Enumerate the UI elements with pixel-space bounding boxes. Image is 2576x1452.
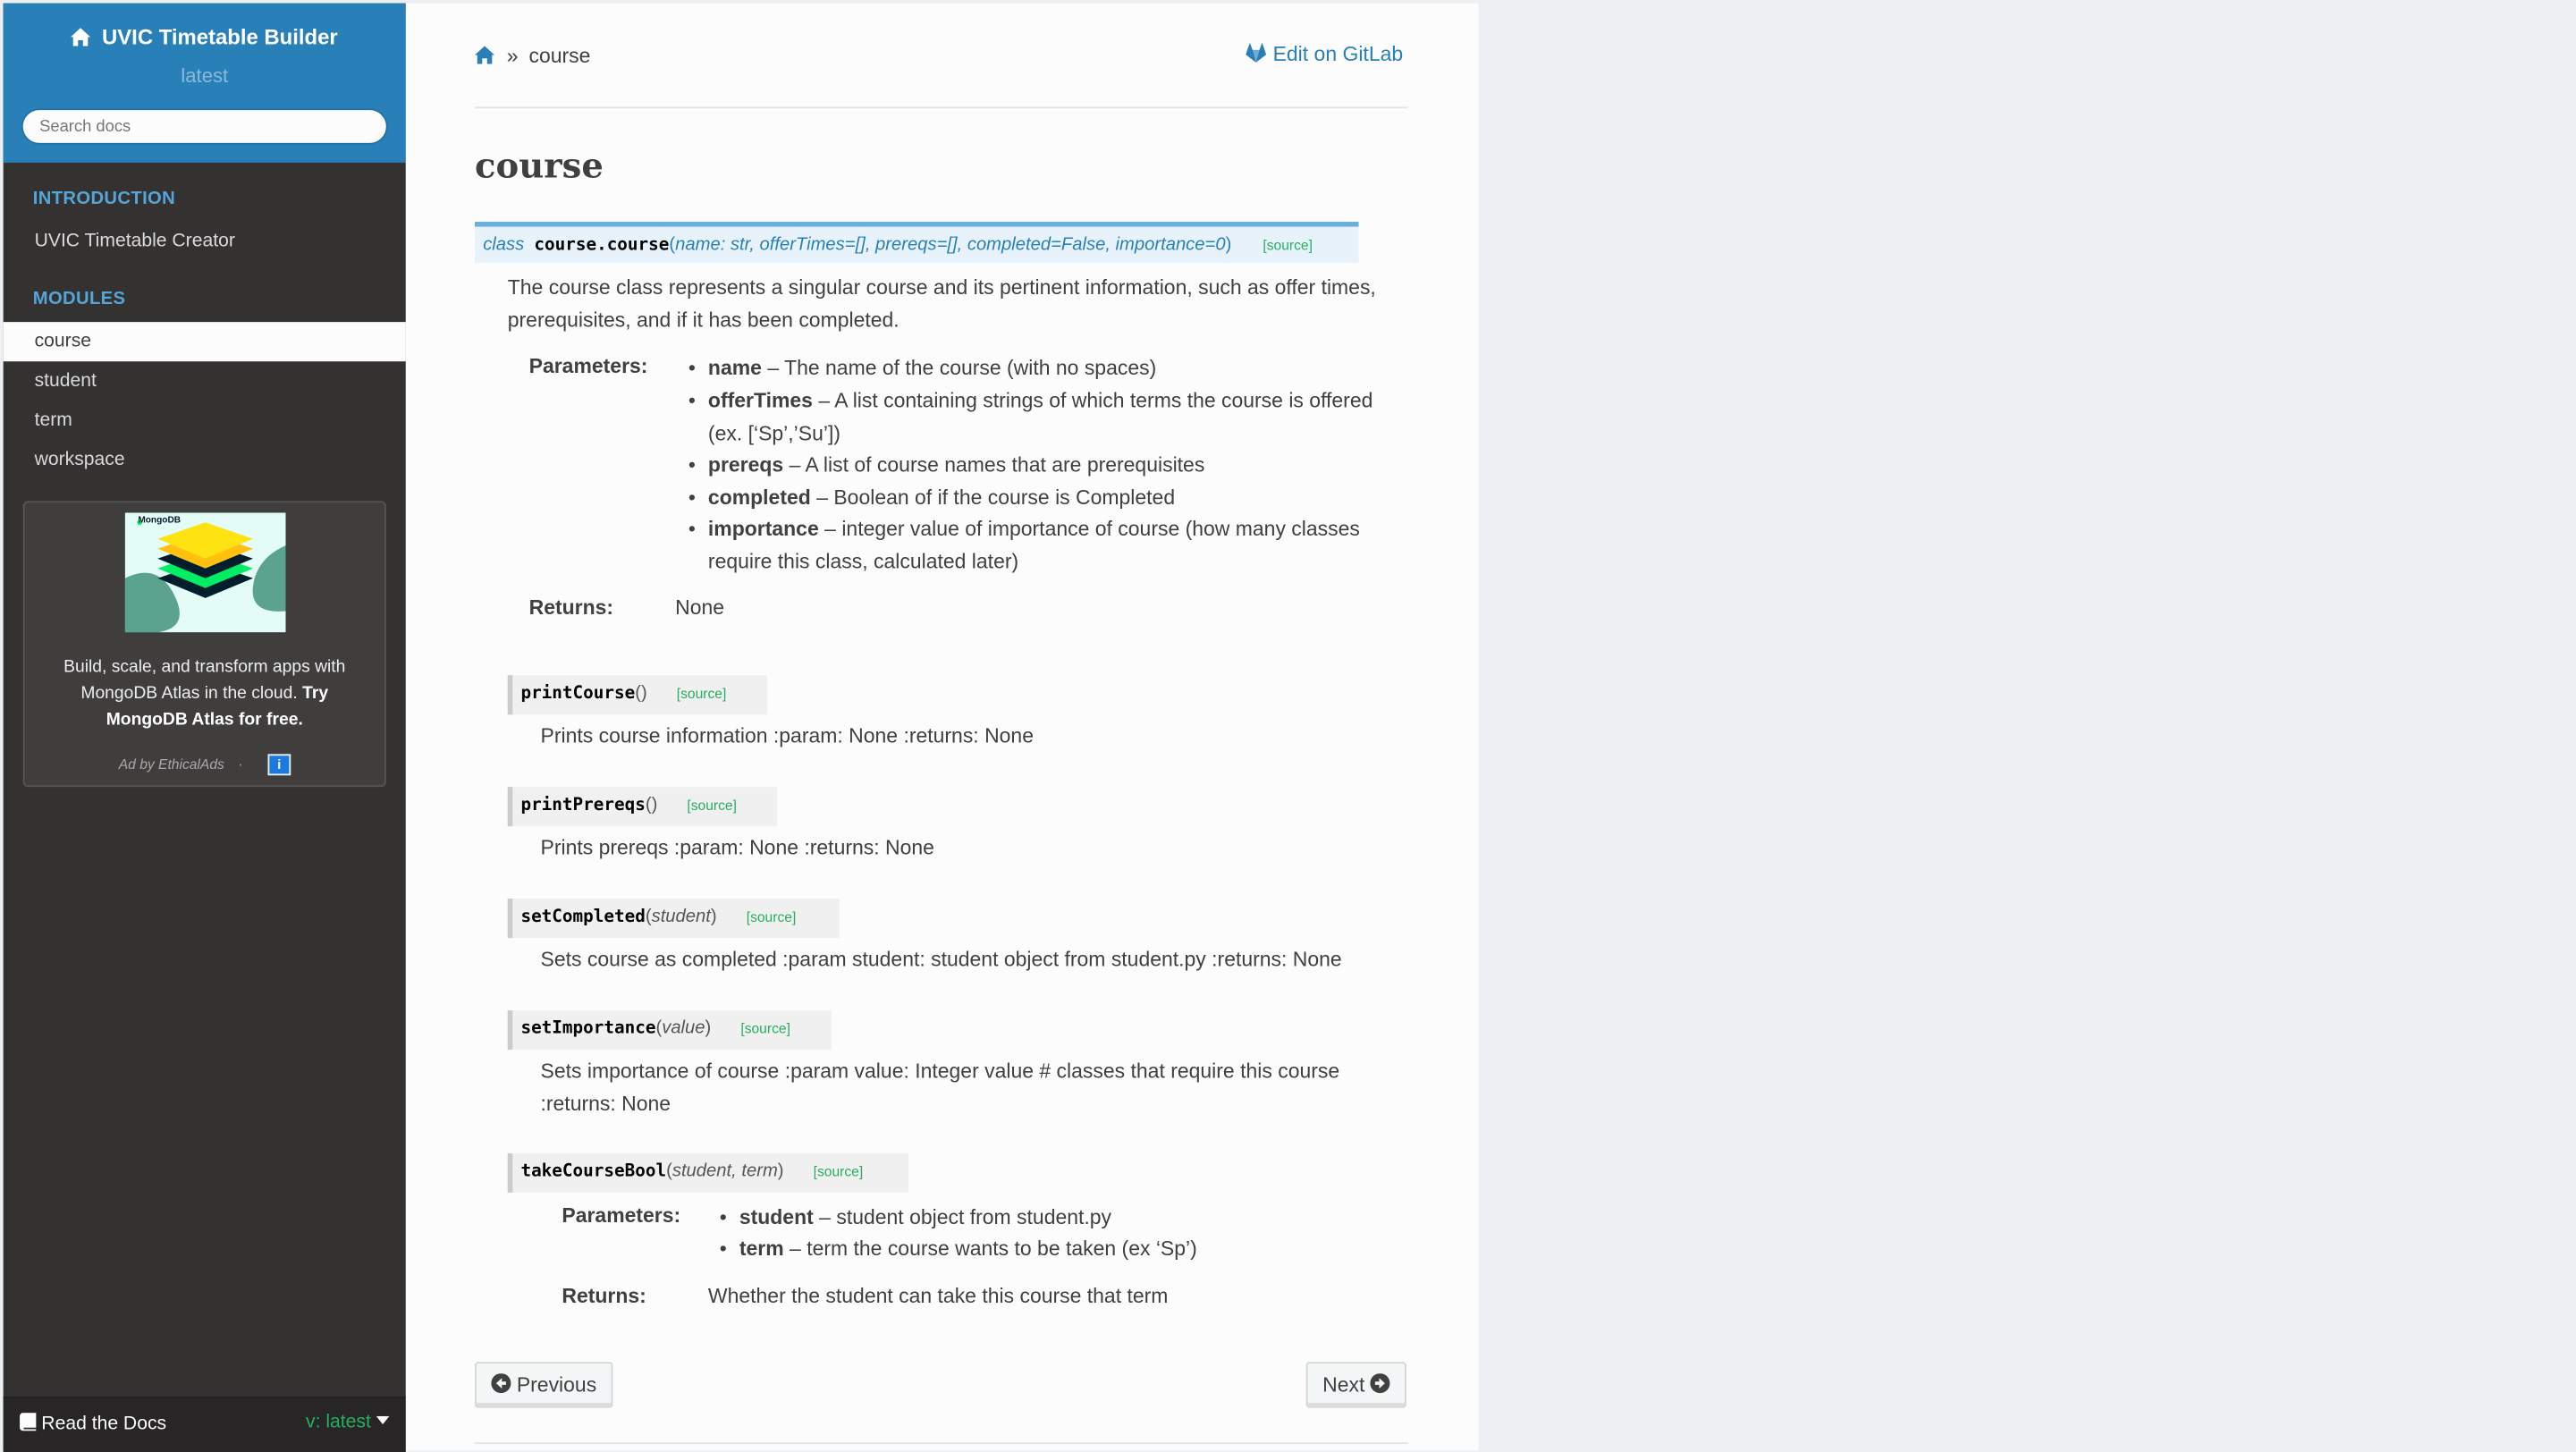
previous-label[interactable]: Previous <box>516 1373 597 1397</box>
param-name: prereqs <box>707 453 784 477</box>
param-desc: student object from student.py <box>836 1205 1112 1229</box>
sidebar <box>4 4 406 1451</box>
class-params: name: str, offerTimes=[], prereqs=[], completed=False, importance=0 <box>675 234 1226 255</box>
project-title[interactable]: UVIC Timetable Builder <box>102 24 338 50</box>
param-dash: – <box>819 1205 831 1229</box>
param-name: term <box>739 1237 784 1261</box>
ad-by-label[interactable]: Ad by EthicalAds <box>118 756 224 772</box>
param-name: offerTimes <box>707 389 813 413</box>
param-dash: – <box>818 389 831 413</box>
sidebar-header <box>4 4 406 163</box>
page-title: course <box>475 144 604 186</box>
caret-down-icon <box>376 1416 390 1424</box>
breadcrumb-separator: » <box>506 44 519 68</box>
method-signature-printcourse: printCourse() [source] <box>508 675 767 714</box>
param-item <box>739 1203 1397 1235</box>
param-name: student <box>739 1205 814 1229</box>
rtd-label[interactable]: Read the Docs <box>41 1414 167 1435</box>
class-paren-close: ) <box>1225 234 1232 255</box>
arrow-circle-left-icon <box>491 1373 511 1393</box>
param-dash: – <box>790 1237 801 1261</box>
param-item <box>708 386 1408 451</box>
param-name: completed <box>707 485 811 510</box>
caption-modules: MODULES <box>32 289 126 309</box>
class-name: course.course <box>534 234 670 255</box>
rtd-label-wrap[interactable] <box>20 1413 166 1434</box>
param-desc: A list of course names that are prerequisites <box>805 453 1205 477</box>
caption-introduction: INTRODUCTION <box>32 189 176 209</box>
edit-on-gitlab-label[interactable]: Edit on GitLab <box>1272 42 1404 66</box>
param-name: name <box>707 356 762 380</box>
project-home-link[interactable] <box>4 25 406 50</box>
ad-logo-text: MongoDB <box>138 515 182 526</box>
param-desc: A list containing strings of which terms the course is offered (ex. [‘Sp’,’Su’]) <box>707 389 1373 445</box>
method-name: takeCourseBool <box>520 1161 667 1182</box>
method-source-link[interactable]: [source] <box>687 797 737 814</box>
class-signature <box>475 222 1359 263</box>
method-source-link[interactable]: [source] <box>740 1020 790 1037</box>
version-label: latest <box>181 63 229 88</box>
book-icon <box>20 1413 36 1431</box>
home-icon <box>72 28 91 46</box>
method-signature-printprereqs: printPrereqs() [source] <box>508 787 777 826</box>
class-returns-value: None <box>675 595 725 620</box>
ad-cta[interactable]: Try MongoDB Atlas for free. <box>106 683 329 730</box>
class-source-link[interactable]: [source] <box>1263 236 1313 253</box>
sidebar-item-workspace[interactable]: workspace <box>34 450 125 470</box>
method-description: Prints course information :param: None :returns: None <box>540 724 1034 748</box>
class-description: The course class represents a singular course and its pertinent information, such as offer times, prerequisites, and if it has been completed. <box>507 275 1376 332</box>
ad-info-icon[interactable]: i <box>267 754 291 775</box>
method-params: value <box>662 1018 705 1039</box>
ethical-ad[interactable] <box>23 501 386 787</box>
ad-attribution[interactable] <box>25 756 347 772</box>
next-label[interactable]: Next <box>1322 1373 1365 1397</box>
method-returns-value: Whether the student can take this course that term <box>707 1284 1169 1308</box>
param-dash: – <box>824 517 836 541</box>
param-desc: term the course wants to be taken (ex ‘Sp’) <box>807 1237 1197 1261</box>
class-keyword: class <box>483 234 525 255</box>
param-item <box>708 353 1408 385</box>
sidebar-item-term[interactable]: term <box>34 410 72 431</box>
breadcrumb-current: course <box>528 44 591 68</box>
method-params: student <box>651 907 711 927</box>
method-name: setCompleted <box>520 907 646 927</box>
method-parameters-label: Parameters: <box>562 1203 681 1228</box>
method-signature-setcompleted: setCompleted(student) [source] <box>508 899 840 938</box>
param-dash: – <box>789 453 801 477</box>
search-input[interactable] <box>21 108 388 144</box>
previous-button[interactable] <box>475 1362 613 1407</box>
next-button[interactable] <box>1306 1362 1406 1407</box>
method-description: Sets importance of course :param value: Integer value # classes that require this course :returns: None <box>540 1059 1340 1115</box>
divider <box>475 106 1408 108</box>
ad-text[interactable]: Build, scale, and transform apps with MongoDB Atlas in the cloud. <box>63 656 346 704</box>
method-name: setImportance <box>520 1018 656 1039</box>
mongodb-layers-icon <box>125 512 286 632</box>
param-dash: – <box>767 356 780 380</box>
ad-separator: · <box>238 756 243 772</box>
method-returns-label: Returns: <box>562 1284 646 1308</box>
class-paren-open: ( <box>669 234 676 255</box>
method-description: Sets course as completed :param student: student object from student.py :returns: None <box>540 948 1342 971</box>
edit-on-gitlab-link[interactable] <box>1246 43 1403 66</box>
param-desc: integer value of importance of course (how many classes require this class, calculated later) <box>707 517 1360 573</box>
method-name: printPrereqs <box>520 795 646 815</box>
param-item <box>739 1234 1397 1266</box>
breadcrumb <box>475 45 590 68</box>
main-content <box>406 4 1479 1451</box>
sidebar-item-course[interactable]: course <box>4 322 406 361</box>
arrow-circle-right-icon <box>1371 1373 1390 1393</box>
divider <box>475 1442 1408 1444</box>
param-name: importance <box>707 517 819 541</box>
param-desc: Boolean of if the course is Completed <box>833 485 1176 510</box>
method-source-link[interactable]: [source] <box>813 1162 864 1180</box>
ad-image[interactable] <box>125 512 286 632</box>
version-selector-label[interactable]: v: latest <box>306 1413 371 1433</box>
class-returns-label: Returns: <box>528 595 614 620</box>
method-source-link[interactable]: [source] <box>676 685 727 702</box>
method-description: Prints prereqs :param: None :returns: None <box>540 836 934 859</box>
method-params: student, term <box>671 1161 778 1182</box>
ad-copy[interactable] <box>38 654 371 732</box>
method-name: printCourse <box>520 683 636 704</box>
method-source-link[interactable]: [source] <box>746 908 797 925</box>
param-dash: – <box>816 485 828 510</box>
method-signature-takecoursebool: takeCourseBool(student, term) [source] <box>508 1153 908 1193</box>
param-desc: The name of the course (with no spaces) <box>784 356 1157 380</box>
method-signature-setimportance: setImportance(value) [source] <box>508 1010 832 1050</box>
version-selector[interactable] <box>306 1413 389 1432</box>
read-the-docs-bar[interactable] <box>4 1397 406 1452</box>
gitlab-icon <box>1246 43 1267 63</box>
home-icon[interactable] <box>475 46 494 63</box>
param-item <box>708 450 1408 482</box>
sidebar-item-uvic-timetable-creator[interactable]: UVIC Timetable Creator <box>34 232 235 252</box>
sidebar-item-student[interactable]: student <box>34 371 97 392</box>
param-item <box>708 514 1408 578</box>
param-item <box>708 483 1408 515</box>
class-parameters-label: Parameters: <box>528 354 648 378</box>
